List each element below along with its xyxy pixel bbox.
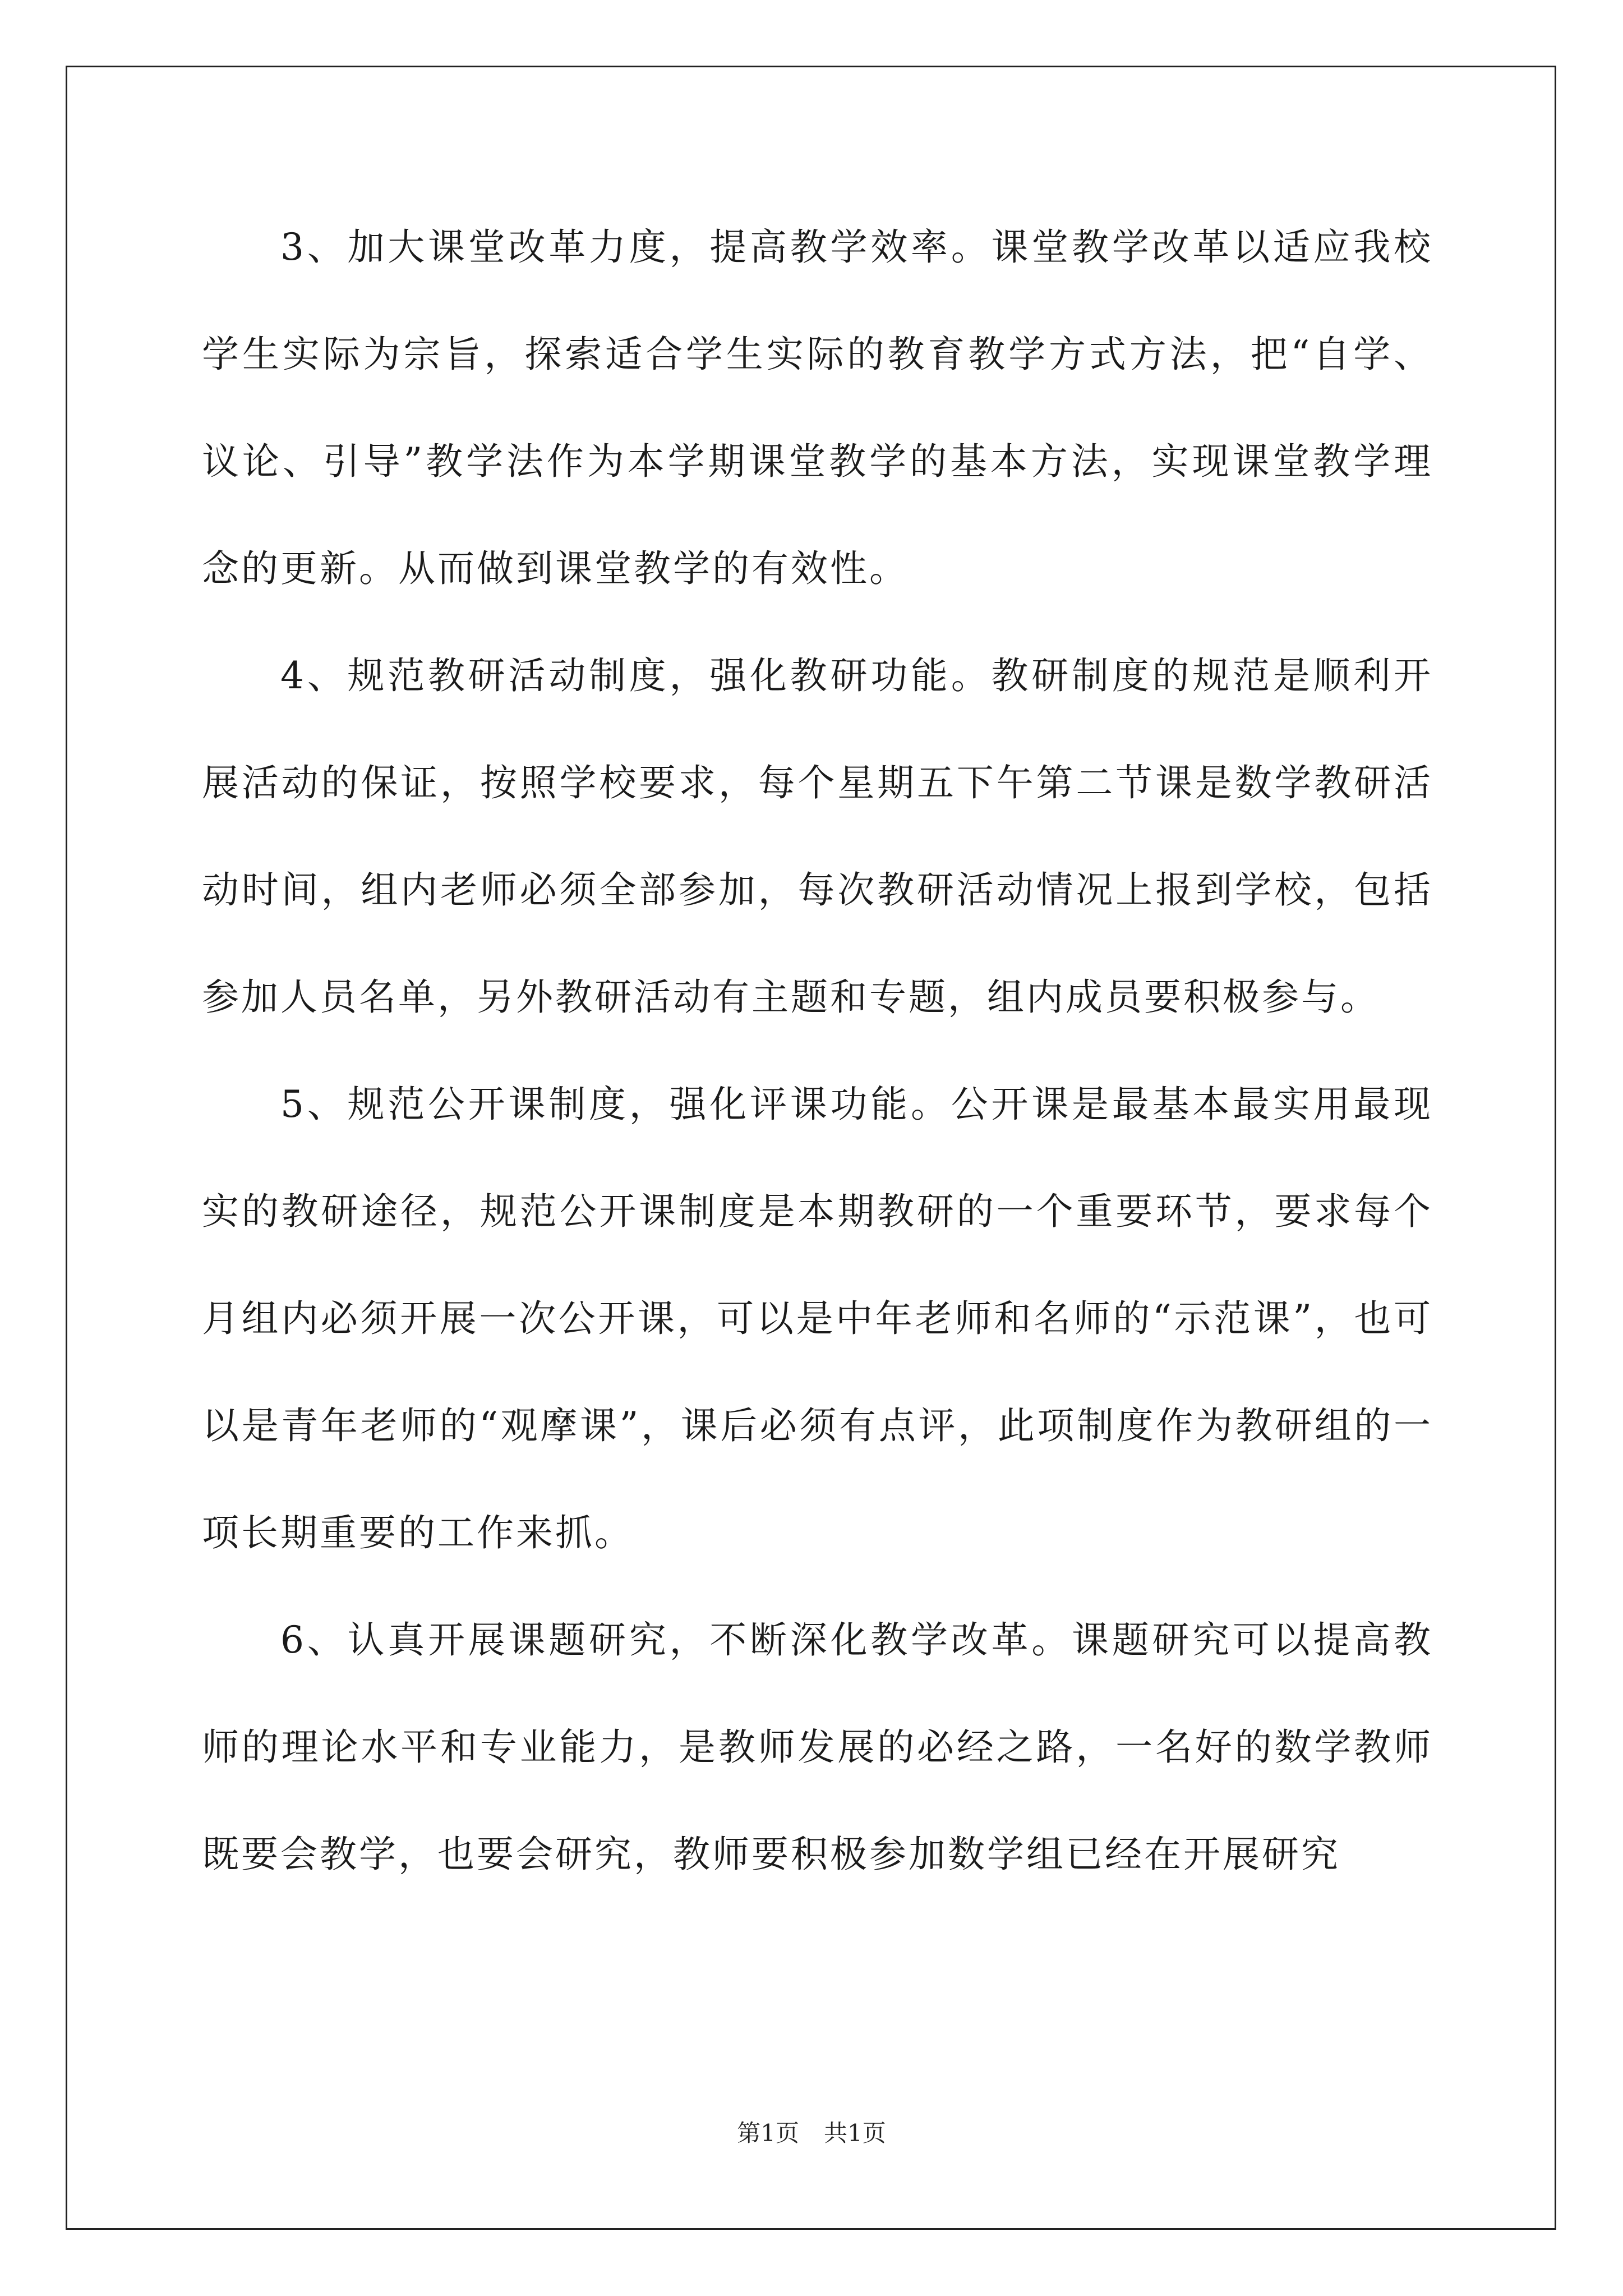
page-total: 共1页: [824, 2119, 886, 2147]
page-number: 第1页: [737, 2119, 799, 2147]
paragraph-item-6: 6、认真开展课题研究，不断深化教学改革。课题研究可以提高教师的理论水平和专业能力，是教师发展的必经之路，一名好的数学教师既要会教学，也要会研究，教师要积极参加数学组已经在开展研究: [202, 1618, 1433, 1876]
paragraph-item-5: 5、规范公开课制度，强化评课功能。公开课是最基本最实用最现实的教研途径，规范公开课制度是本期教研的一个重要环节，要求每个月组内必须开展一次公开课，可以是中年老师和名师的“示范课”，也可以是青年老师的“观摩课”，课后必须有点评，此项制度作为教研组的一项长期重要的工作来抓。: [202, 1083, 1433, 1554]
page-footer: [0, 2116, 1623, 2150]
paragraph-item-3: 3、加大课堂改革力度，提高教学效率。课堂教学改革以适应我校学生实际为宗旨，探索适合学生实际的教育教学方式方法，把“自学、议论、引导”教学法作为本学期课堂教学的基本方法，实现课堂教学理念的更新。从而做到课堂教学的有效性。: [202, 226, 1433, 590]
paragraph-item-4: 4、规范教研活动制度，强化教研功能。教研制度的规范是顺利开展活动的保证，按照学校要求，每个星期五下午第二节课是数学教研活动时间，组内老师必须全部参加，每次教研活动情况上报到学校，包括参加人员名单，另外教研活动有主题和专题，组内成员要积极参与。: [202, 654, 1433, 1019]
document-body: [202, 194, 1433, 1908]
